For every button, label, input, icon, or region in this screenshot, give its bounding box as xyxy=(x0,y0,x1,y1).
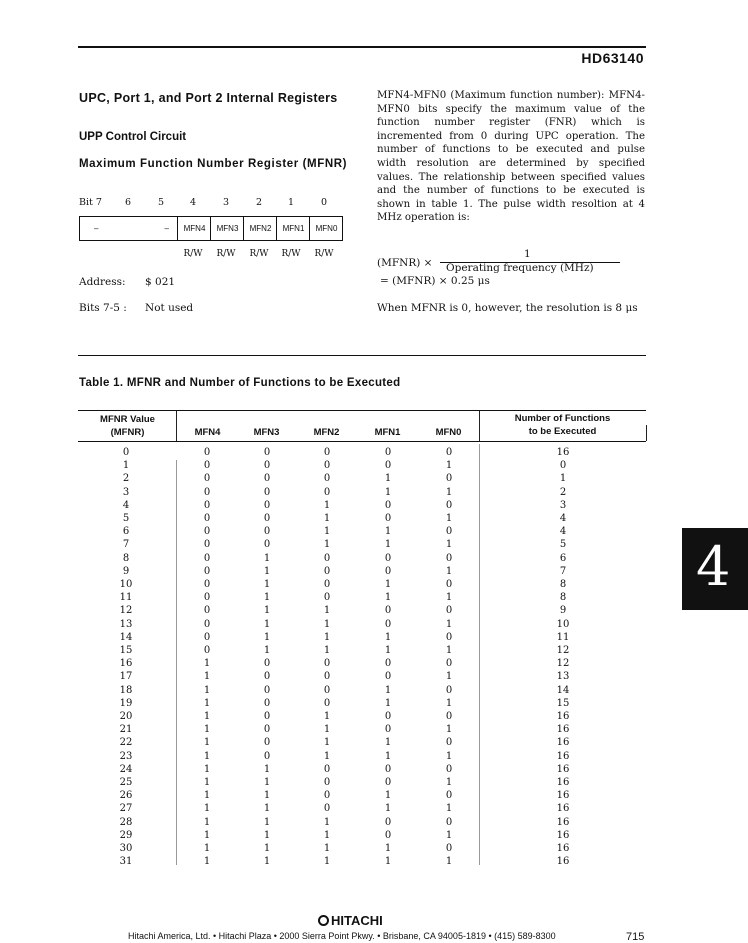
cell-functions: 3 xyxy=(559,499,567,511)
table-divider xyxy=(176,460,177,865)
col-header-mfn3: MFN3 xyxy=(253,427,280,438)
cell-mfn2: 0 xyxy=(323,552,331,564)
rw-label: R/W xyxy=(216,249,236,259)
cell-functions: 6 xyxy=(559,552,567,564)
cell-mfn1: 1 xyxy=(384,592,392,604)
section-title: UPC, Port 1, and Port 2 Internal Registers xyxy=(79,91,338,105)
cell-mfn3: 1 xyxy=(263,565,271,577)
cell-mfn4: 0 xyxy=(203,618,211,630)
cell-functions: 16 xyxy=(556,816,570,828)
cell-mfn0: 1 xyxy=(445,460,453,472)
cell-mfn0: 1 xyxy=(445,618,453,630)
rw-label: R/W xyxy=(314,249,334,259)
cell-mfn4: 0 xyxy=(203,565,211,577)
cell-mfn1: 1 xyxy=(384,526,392,538)
cell-mfn4: 0 xyxy=(203,552,211,564)
col-header-mfn4: MFN4 xyxy=(194,427,221,438)
cell-mfn0: 1 xyxy=(445,750,453,762)
cell-mfn3: 1 xyxy=(263,631,271,643)
cell-mfn4: 1 xyxy=(203,777,211,788)
table-divider xyxy=(646,425,647,441)
cell-mfn2: 1 xyxy=(323,539,331,551)
cell-mfn3: 1 xyxy=(263,803,271,815)
cell-mfn4: 0 xyxy=(203,473,211,485)
cell-mfn2: 0 xyxy=(323,658,331,670)
cell-mfnr: 28 xyxy=(119,816,133,828)
cell-mfnr: 8 xyxy=(122,552,130,564)
rw-label: R/W xyxy=(281,249,301,259)
cell-mfn4: 1 xyxy=(203,843,211,854)
cell-functions: 16 xyxy=(556,711,570,722)
cell-mfn2: 0 xyxy=(323,460,331,472)
register-cell-bit7: – xyxy=(94,224,99,233)
cell-mfn0: 0 xyxy=(445,816,453,828)
register-cell-mfn0: MFN0 xyxy=(309,217,343,240)
cell-mfn1: 1 xyxy=(384,473,392,485)
cell-mfn0: 1 xyxy=(445,565,453,577)
cell-mfn0: 0 xyxy=(445,790,453,802)
cell-mfn0: 0 xyxy=(445,579,453,590)
cell-mfn3: 0 xyxy=(263,473,271,485)
cell-mfn1: 1 xyxy=(384,803,392,815)
bit-number: 4 xyxy=(189,197,197,208)
cell-mfn0: 0 xyxy=(445,658,453,670)
cell-mfn1: 1 xyxy=(384,790,392,802)
cell-mfnr: 19 xyxy=(119,697,133,709)
cell-mfn0: 1 xyxy=(445,486,453,498)
cell-mfn4: 0 xyxy=(203,447,211,458)
col-header-mfn1: MFN1 xyxy=(374,427,401,438)
cell-mfn1: 0 xyxy=(384,816,392,828)
cell-mfn2: 0 xyxy=(323,763,331,775)
cell-mfn3: 1 xyxy=(263,592,271,604)
cell-mfn3: 0 xyxy=(263,671,271,683)
cell-mfn1: 0 xyxy=(384,565,392,577)
cell-mfn1: 1 xyxy=(384,579,392,590)
section-divider xyxy=(78,355,646,356)
register-cell-mfn3: MFN3 xyxy=(210,217,244,240)
hitachi-logo-icon xyxy=(318,915,329,926)
cell-mfn4: 1 xyxy=(203,724,211,736)
cell-mfn0: 1 xyxy=(445,856,453,868)
cell-mfn2: 1 xyxy=(323,513,331,524)
cell-mfn4: 1 xyxy=(203,737,211,749)
cell-mfn4: 0 xyxy=(203,526,211,538)
cell-mfn4: 1 xyxy=(203,711,211,722)
cell-mfn3: 1 xyxy=(263,790,271,802)
cell-functions: 8 xyxy=(559,592,567,604)
cell-mfn2: 0 xyxy=(323,684,331,696)
cell-mfnr: 18 xyxy=(119,684,133,696)
cell-functions: 12 xyxy=(556,645,570,656)
cell-mfnr: 14 xyxy=(119,631,133,643)
cell-mfn4: 0 xyxy=(203,579,211,590)
cell-mfn4: 1 xyxy=(203,763,211,775)
cell-mfn2: 1 xyxy=(323,816,331,828)
cell-mfn3: 1 xyxy=(263,645,271,656)
cell-mfn4: 1 xyxy=(203,671,211,683)
rw-label: R/W xyxy=(183,249,203,259)
formula-denominator: Operating frequency (MHz) xyxy=(446,262,594,274)
cell-functions: 12 xyxy=(556,658,570,670)
cell-mfn3: 0 xyxy=(263,447,271,458)
cell-mfn2: 1 xyxy=(323,856,331,868)
cell-mfnr: 26 xyxy=(119,790,133,802)
cell-mfn2: 0 xyxy=(323,803,331,815)
cell-mfn3: 0 xyxy=(263,697,271,709)
cell-functions: 15 xyxy=(556,697,570,709)
bit-number: 6 xyxy=(124,197,132,208)
cell-mfn0: 0 xyxy=(445,499,453,511)
cell-mfn2: 1 xyxy=(323,829,331,841)
subsection-title: UPP Control Circuit xyxy=(79,131,187,143)
cell-mfnr: 6 xyxy=(122,526,130,538)
section-tab-number: 4 xyxy=(696,535,731,598)
col-header-mfnr-sub: (MFNR) xyxy=(110,427,145,438)
cell-mfn2: 1 xyxy=(323,737,331,749)
cell-mfn2: 0 xyxy=(323,790,331,802)
cell-mfn1: 0 xyxy=(384,829,392,841)
cell-mfn3: 1 xyxy=(263,829,271,841)
cell-functions: 0 xyxy=(559,460,567,472)
cell-mfn3: 1 xyxy=(263,605,271,617)
cell-mfn3: 1 xyxy=(263,816,271,828)
cell-functions: 16 xyxy=(556,803,570,815)
cell-mfn1: 1 xyxy=(384,856,392,868)
cell-mfn3: 1 xyxy=(263,579,271,590)
cell-mfn1: 0 xyxy=(384,671,392,683)
cell-mfn2: 1 xyxy=(323,724,331,736)
col-header-mfn0: MFN0 xyxy=(435,427,462,438)
cell-mfn3: 0 xyxy=(263,658,271,670)
cell-mfn0: 0 xyxy=(445,843,453,854)
cell-mfn3: 1 xyxy=(263,843,271,854)
hitachi-logo xyxy=(318,913,383,928)
cell-functions: 11 xyxy=(556,631,570,643)
cell-mfnr: 2 xyxy=(122,473,130,485)
cell-mfn3: 0 xyxy=(263,724,271,736)
cell-mfn2: 1 xyxy=(323,750,331,762)
cell-functions: 16 xyxy=(556,737,570,749)
cell-functions: 5 xyxy=(559,539,567,551)
register-cell-mfn1: MFN1 xyxy=(276,217,310,240)
cell-mfnr: 13 xyxy=(119,618,133,630)
table-header-rule xyxy=(78,441,646,442)
cell-mfn4: 0 xyxy=(203,539,211,551)
cell-mfn4: 0 xyxy=(203,631,211,643)
cell-mfn1: 1 xyxy=(384,645,392,656)
cell-mfn0: 0 xyxy=(445,447,453,458)
cell-mfn3: 0 xyxy=(263,737,271,749)
cell-functions: 7 xyxy=(559,565,567,577)
page-number: 715 xyxy=(626,931,645,943)
cell-mfn4: 1 xyxy=(203,816,211,828)
part-number: HD63140 xyxy=(581,50,644,66)
bit-number: 3 xyxy=(222,197,230,208)
formula-result: = (MFNR) × 0.25 μs xyxy=(380,275,490,287)
cell-mfn4: 1 xyxy=(203,658,211,670)
cell-functions: 16 xyxy=(556,447,570,458)
cell-mfn3: 0 xyxy=(263,513,271,524)
cell-mfn3: 0 xyxy=(263,499,271,511)
resolution-note: When MFNR is 0, however, the resolution is 8 μs xyxy=(377,302,638,314)
cell-mfnr: 0 xyxy=(122,447,130,458)
cell-mfnr: 1 xyxy=(122,460,130,472)
cell-mfn4: 1 xyxy=(203,856,211,868)
cell-mfn1: 1 xyxy=(384,684,392,696)
cell-functions: 16 xyxy=(556,777,570,788)
cell-mfn4: 0 xyxy=(203,605,211,617)
cell-mfn1: 0 xyxy=(384,724,392,736)
bits-value: Not used xyxy=(145,302,194,314)
address-value: $ 021 xyxy=(145,276,176,288)
cell-mfn1: 0 xyxy=(384,618,392,630)
cell-functions: 16 xyxy=(556,843,570,854)
cell-mfn0: 1 xyxy=(445,697,453,709)
cell-mfn1: 0 xyxy=(384,499,392,511)
cell-functions: 13 xyxy=(556,671,570,683)
cell-mfnr: 12 xyxy=(119,605,133,617)
cell-mfn2: 1 xyxy=(323,499,331,511)
cell-functions: 16 xyxy=(556,724,570,736)
cell-mfn3: 0 xyxy=(263,539,271,551)
cell-functions: 2 xyxy=(559,486,567,498)
bits-label: Bits 7-5 : xyxy=(79,302,127,314)
cell-mfn0: 0 xyxy=(445,526,453,538)
cell-mfn1: 1 xyxy=(384,737,392,749)
table-title: Table 1. MFNR and Number of Functions to be Executed xyxy=(79,377,401,389)
cell-functions: 10 xyxy=(556,618,570,630)
cell-mfn2: 0 xyxy=(323,486,331,498)
cell-mfnr: 27 xyxy=(119,803,133,815)
cell-mfn2: 0 xyxy=(323,447,331,458)
cell-mfnr: 22 xyxy=(119,737,133,749)
bit-label: Bit 7 xyxy=(79,197,102,208)
cell-mfn1: 0 xyxy=(384,513,392,524)
cell-mfn3: 0 xyxy=(263,711,271,722)
cell-mfn0: 1 xyxy=(445,539,453,551)
header-rule xyxy=(78,46,646,48)
cell-mfn1: 0 xyxy=(384,711,392,722)
cell-mfn0: 1 xyxy=(445,829,453,841)
cell-mfn4: 0 xyxy=(203,460,211,472)
cell-mfn1: 1 xyxy=(384,843,392,854)
cell-mfn1: 1 xyxy=(384,539,392,551)
cell-mfnr: 23 xyxy=(119,750,133,762)
address-label: Address: xyxy=(79,276,126,288)
cell-mfn0: 0 xyxy=(445,763,453,775)
cell-mfn2: 1 xyxy=(323,843,331,854)
cell-functions: 16 xyxy=(556,750,570,762)
cell-mfn1: 0 xyxy=(384,447,392,458)
col-header-functions: Number of Functions xyxy=(514,413,611,424)
cell-mfn4: 0 xyxy=(203,486,211,498)
cell-mfn2: 1 xyxy=(323,631,331,643)
formula-lhs: (MFNR) × xyxy=(377,257,433,269)
cell-mfn4: 1 xyxy=(203,803,211,815)
cell-mfn1: 0 xyxy=(384,763,392,775)
cell-functions: 16 xyxy=(556,829,570,841)
register-cell-bit5: – xyxy=(164,224,169,233)
cell-mfn0: 1 xyxy=(445,777,453,788)
cell-mfnr: 3 xyxy=(122,486,130,498)
cell-mfn4: 0 xyxy=(203,592,211,604)
cell-functions: 16 xyxy=(556,763,570,775)
cell-mfn4: 1 xyxy=(203,750,211,762)
cell-functions: 14 xyxy=(556,684,570,696)
table-divider xyxy=(479,444,480,865)
cell-mfn0: 0 xyxy=(445,473,453,485)
cell-mfn3: 0 xyxy=(263,750,271,762)
cell-mfnr: 5 xyxy=(122,513,130,524)
cell-mfn2: 0 xyxy=(323,579,331,590)
cell-mfn2: 0 xyxy=(323,565,331,577)
cell-mfnr: 4 xyxy=(122,499,130,511)
register-cell-mfn2: MFN2 xyxy=(243,217,277,240)
cell-mfn4: 1 xyxy=(203,697,211,709)
cell-mfnr: 20 xyxy=(119,711,133,722)
col-header-mfnr: MFNR Value xyxy=(100,414,155,425)
cell-mfn0: 1 xyxy=(445,724,453,736)
cell-mfn3: 1 xyxy=(263,763,271,775)
table-top-rule xyxy=(78,410,646,411)
rw-label: R/W xyxy=(249,249,269,259)
cell-mfn1: 0 xyxy=(384,605,392,617)
cell-mfn4: 0 xyxy=(203,499,211,511)
cell-mfn2: 1 xyxy=(323,605,331,617)
cell-mfn3: 0 xyxy=(263,684,271,696)
cell-mfn3: 0 xyxy=(263,460,271,472)
cell-mfn1: 1 xyxy=(384,631,392,643)
cell-mfnr: 21 xyxy=(119,724,133,736)
cell-mfn2: 0 xyxy=(323,592,331,604)
cell-functions: 1 xyxy=(559,473,567,485)
cell-mfn1: 0 xyxy=(384,777,392,788)
cell-mfn1: 1 xyxy=(384,697,392,709)
cell-functions: 9 xyxy=(559,605,567,617)
cell-mfn0: 1 xyxy=(445,803,453,815)
cell-mfn0: 0 xyxy=(445,631,453,643)
cell-functions: 16 xyxy=(556,856,570,868)
formula-numerator: 1 xyxy=(524,248,531,260)
cell-mfn3: 1 xyxy=(263,618,271,630)
bit-number: 0 xyxy=(320,197,328,208)
cell-mfn4: 1 xyxy=(203,790,211,802)
bit-number: 5 xyxy=(157,197,165,208)
cell-mfn2: 0 xyxy=(323,473,331,485)
cell-mfnr: 29 xyxy=(119,829,133,841)
cell-mfnr: 10 xyxy=(119,579,133,590)
cell-mfnr: 31 xyxy=(119,856,133,868)
mfn-description: MFN4-MFN0 (Maximum function number): MFN4-MFN0 bits specify the maximum value of the function number register (FNR) which is incremented from 0 during UPC operation. The number of functions to be executed and pulse width resolution are determined by specified values. The relationship between specified values and the number of functions to be executed is shown in table 1. The pulse width resoltion at 4 MHz operation is: xyxy=(377,90,645,224)
cell-mfn3: 0 xyxy=(263,486,271,498)
cell-mfn4: 1 xyxy=(203,684,211,696)
cell-mfn3: 1 xyxy=(263,856,271,868)
cell-mfn0: 1 xyxy=(445,592,453,604)
cell-mfn4: 0 xyxy=(203,513,211,524)
cell-mfnr: 11 xyxy=(119,592,133,604)
bit-number: 2 xyxy=(255,197,263,208)
cell-mfn2: 0 xyxy=(323,697,331,709)
cell-mfn1: 0 xyxy=(384,460,392,472)
cell-mfnr: 17 xyxy=(119,671,133,683)
hitachi-logo-text: HITACHI xyxy=(331,913,383,928)
cell-functions: 8 xyxy=(559,579,567,590)
register-title: Maximum Function Number Register (MFNR) xyxy=(79,158,348,170)
cell-mfn3: 1 xyxy=(263,552,271,564)
cell-mfn4: 1 xyxy=(203,829,211,841)
bit-number: 1 xyxy=(287,197,295,208)
col-header-mfn2: MFN2 xyxy=(313,427,340,438)
cell-mfnr: 30 xyxy=(119,843,133,854)
cell-mfn1: 0 xyxy=(384,552,392,564)
cell-mfn0: 0 xyxy=(445,711,453,722)
cell-functions: 16 xyxy=(556,790,570,802)
cell-mfn0: 0 xyxy=(445,684,453,696)
table-divider xyxy=(479,411,480,441)
col-header-functions-sub: to be Executed xyxy=(528,426,597,437)
cell-mfn0: 0 xyxy=(445,605,453,617)
cell-mfn1: 0 xyxy=(384,658,392,670)
table-divider xyxy=(176,411,177,441)
cell-functions: 4 xyxy=(559,513,567,524)
cell-mfn0: 0 xyxy=(445,737,453,749)
cell-mfn3: 0 xyxy=(263,526,271,538)
register-diagram xyxy=(79,216,343,241)
cell-mfnr: 16 xyxy=(119,658,133,670)
cell-mfn1: 1 xyxy=(384,750,392,762)
cell-mfn4: 0 xyxy=(203,645,211,656)
cell-mfnr: 9 xyxy=(122,565,130,577)
footer-address: Hitachi America, Ltd. • Hitachi Plaza • 2000 Sierra Point Pkwy. • Brisbane, CA 94005-1819 • (415) 589-8300 xyxy=(128,931,556,941)
cell-mfn2: 0 xyxy=(323,671,331,683)
cell-mfnr: 24 xyxy=(119,763,133,775)
cell-mfn1: 1 xyxy=(384,486,392,498)
cell-mfn2: 0 xyxy=(323,777,331,788)
cell-mfn3: 1 xyxy=(263,777,271,788)
cell-mfnr: 7 xyxy=(122,539,130,551)
cell-mfn0: 1 xyxy=(445,513,453,524)
cell-mfn0: 0 xyxy=(445,552,453,564)
cell-functions: 4 xyxy=(559,526,567,538)
cell-mfn0: 1 xyxy=(445,671,453,683)
cell-mfnr: 15 xyxy=(119,645,133,656)
cell-mfn2: 1 xyxy=(323,526,331,538)
cell-mfn2: 1 xyxy=(323,645,331,656)
cell-mfnr: 25 xyxy=(119,777,133,788)
cell-mfn0: 1 xyxy=(445,645,453,656)
cell-mfn2: 1 xyxy=(323,618,331,630)
register-cell-mfn4: MFN4 xyxy=(177,217,211,240)
cell-mfn2: 1 xyxy=(323,711,331,722)
